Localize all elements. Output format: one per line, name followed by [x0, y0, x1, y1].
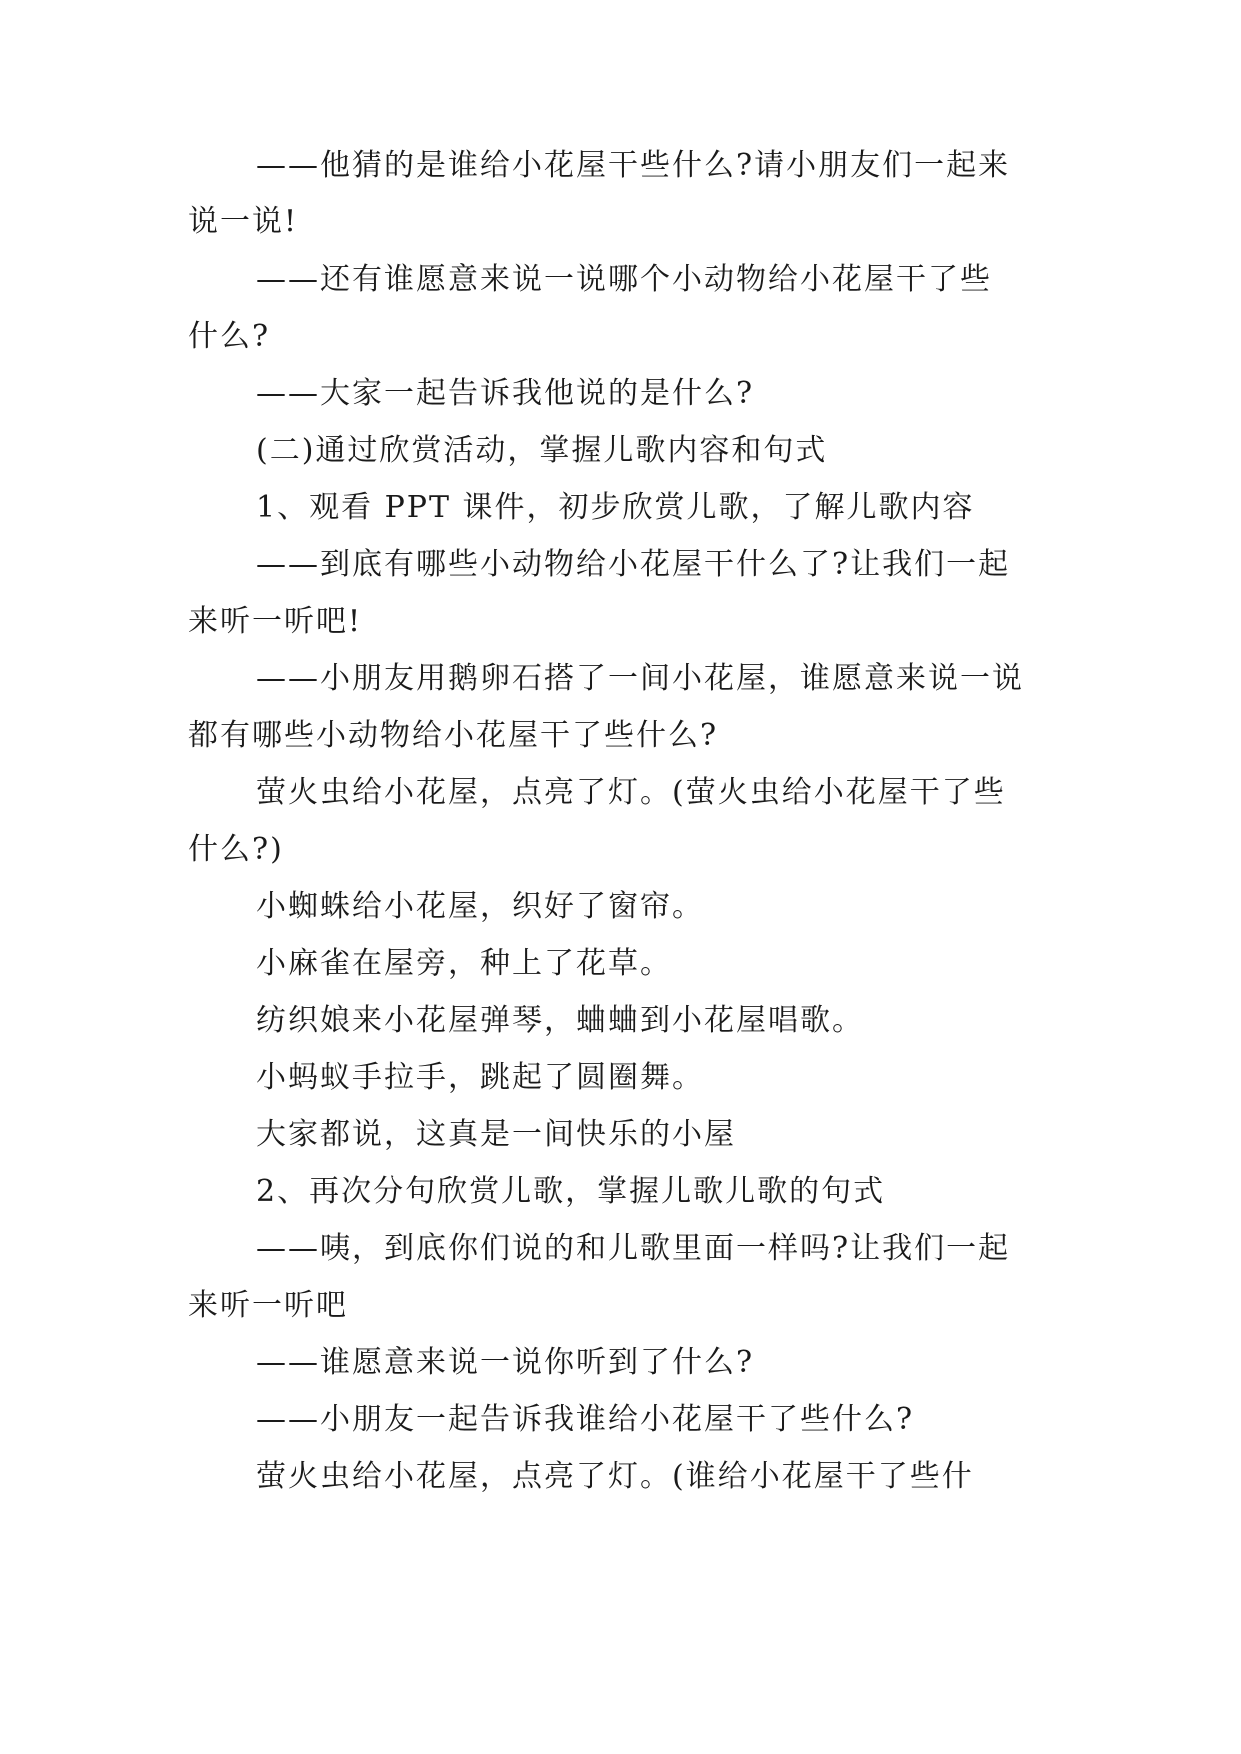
- text-line: ——他猜的是谁给小花屋干些什么?请小朋友们一起来: [256, 148, 1011, 183]
- text-line: 2、再次分句欣赏儿歌，掌握儿歌儿歌的句式: [256, 1174, 886, 1209]
- text-line: 来听一听吧: [188, 1288, 348, 1323]
- text-line: 萤火虫给小花屋，点亮了灯。(谁给小花屋干了些什: [256, 1459, 974, 1494]
- text-line: (二)通过欣赏活动，掌握儿歌内容和句式: [256, 433, 828, 468]
- text-line: 1、观看 PPT 课件，初步欣赏儿歌，了解儿歌内容: [256, 490, 975, 525]
- text-line: ——小朋友用鹅卵石搭了一间小花屋，谁愿意来说一说: [256, 661, 1024, 696]
- text-line: 说一说!: [188, 204, 299, 239]
- text-line: 小蜘蛛给小花屋，织好了窗帘。: [256, 889, 704, 924]
- text-line: 大家都说，这真是一间快乐的小屋: [256, 1117, 736, 1152]
- text-line: ——到底有哪些小动物给小花屋干什么了?让我们一起: [256, 547, 1011, 582]
- text-line: ——小朋友一起告诉我谁给小花屋干了些什么?: [256, 1402, 915, 1437]
- text-line: 来听一听吧!: [188, 604, 363, 639]
- text-line: 什么?: [188, 319, 271, 354]
- text-line: 小麻雀在屋旁，种上了花草。: [256, 946, 672, 981]
- text-line: ——还有谁愿意来说一说哪个小动物给小花屋干了些: [256, 262, 992, 297]
- text-line: 纺织娘来小花屋弹琴，蛐蛐到小花屋唱歌。: [256, 1003, 864, 1038]
- text-line: 什么?): [188, 832, 284, 867]
- text-line: ——大家一起告诉我他说的是什么?: [256, 376, 755, 411]
- text-line: 小蚂蚁手拉手，跳起了圆圈舞。: [256, 1060, 704, 1095]
- text-line: ——谁愿意来说一说你听到了什么?: [256, 1345, 755, 1380]
- text-line: ——咦，到底你们说的和儿歌里面一样吗?让我们一起: [256, 1231, 1011, 1266]
- text-line: 萤火虫给小花屋，点亮了灯。(萤火虫给小花屋干了些: [256, 775, 1006, 810]
- text-line: 都有哪些小动物给小花屋干了些什么?: [188, 718, 719, 753]
